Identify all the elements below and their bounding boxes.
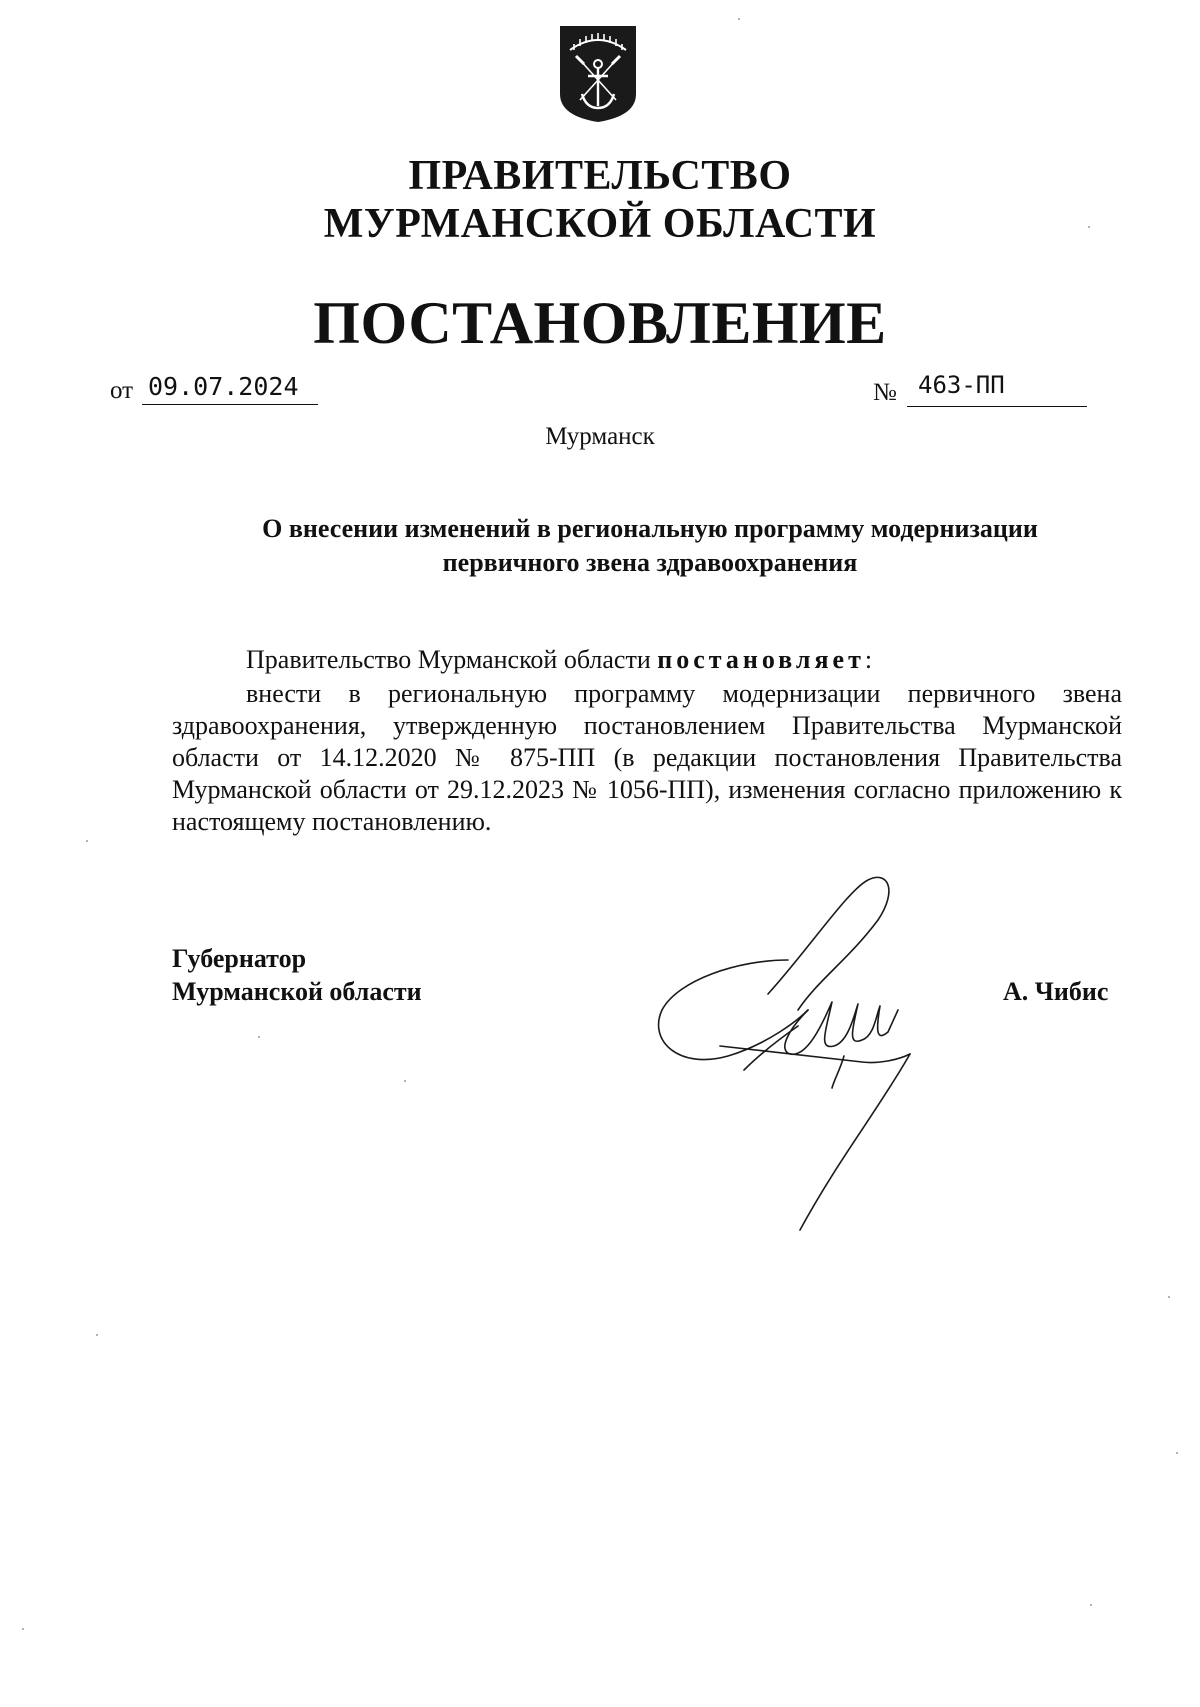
scan-speck (738, 18, 740, 20)
number-underline (907, 406, 1087, 407)
number-prefix: № (873, 379, 897, 406)
government-name-line1: ПРАВИТЕЛЬСТВО (408, 153, 792, 199)
scan-speck (1088, 226, 1090, 228)
signatory-position (172, 942, 422, 1008)
date-underline (142, 404, 318, 405)
scan-speck (258, 1036, 260, 1038)
scan-speck (1176, 1452, 1178, 1454)
intro-colon: : (864, 645, 873, 674)
scan-speck (86, 840, 88, 842)
subject-line2: первичного звена здравоохранения (442, 548, 858, 577)
signature-icon (648, 870, 920, 1238)
document-date: 09.07.2024 (148, 372, 299, 401)
subject-line1: О внесении изменений в региональную программу модернизации (262, 514, 1038, 543)
scan-speck (1090, 1604, 1092, 1606)
date-prefix: от (110, 377, 134, 404)
intro-plain: Правительство Мурманской области (246, 645, 658, 674)
document-subject (160, 512, 1140, 580)
city-name: Мурманск (545, 423, 655, 450)
resolution-intro (246, 644, 872, 676)
scan-speck (1168, 1296, 1170, 1298)
government-name-line2: МУРМАНСКОЙ ОБЛАСТИ (323, 201, 877, 247)
scan-speck (96, 1334, 98, 1336)
position-line2: Мурманской области (172, 977, 422, 1006)
document-number: 463-ПП (918, 371, 1005, 399)
position-line1: Губернатор (172, 944, 307, 973)
scan-speck (404, 1080, 406, 1082)
scan-speck (22, 1628, 24, 1630)
coat-of-arms-icon (556, 24, 640, 124)
resolution-text: внести в региональную программу модернизации первичного звена здравоохранения, утвержденную постановлением Правительства Мурманской области от 14.12.2020 № 875-ПП (в редакции постановления Правительства Мурманской области от 29.12.2023 № 1056-ПП), изменения согласно приложению к настоящему постановлению. (172, 679, 1122, 836)
document-type-title: ПОСТАНОВЛЕНИЕ (313, 290, 887, 356)
signatory-name: А. Чибис (1003, 977, 1109, 1006)
intro-resolves: постановляет (657, 645, 865, 674)
